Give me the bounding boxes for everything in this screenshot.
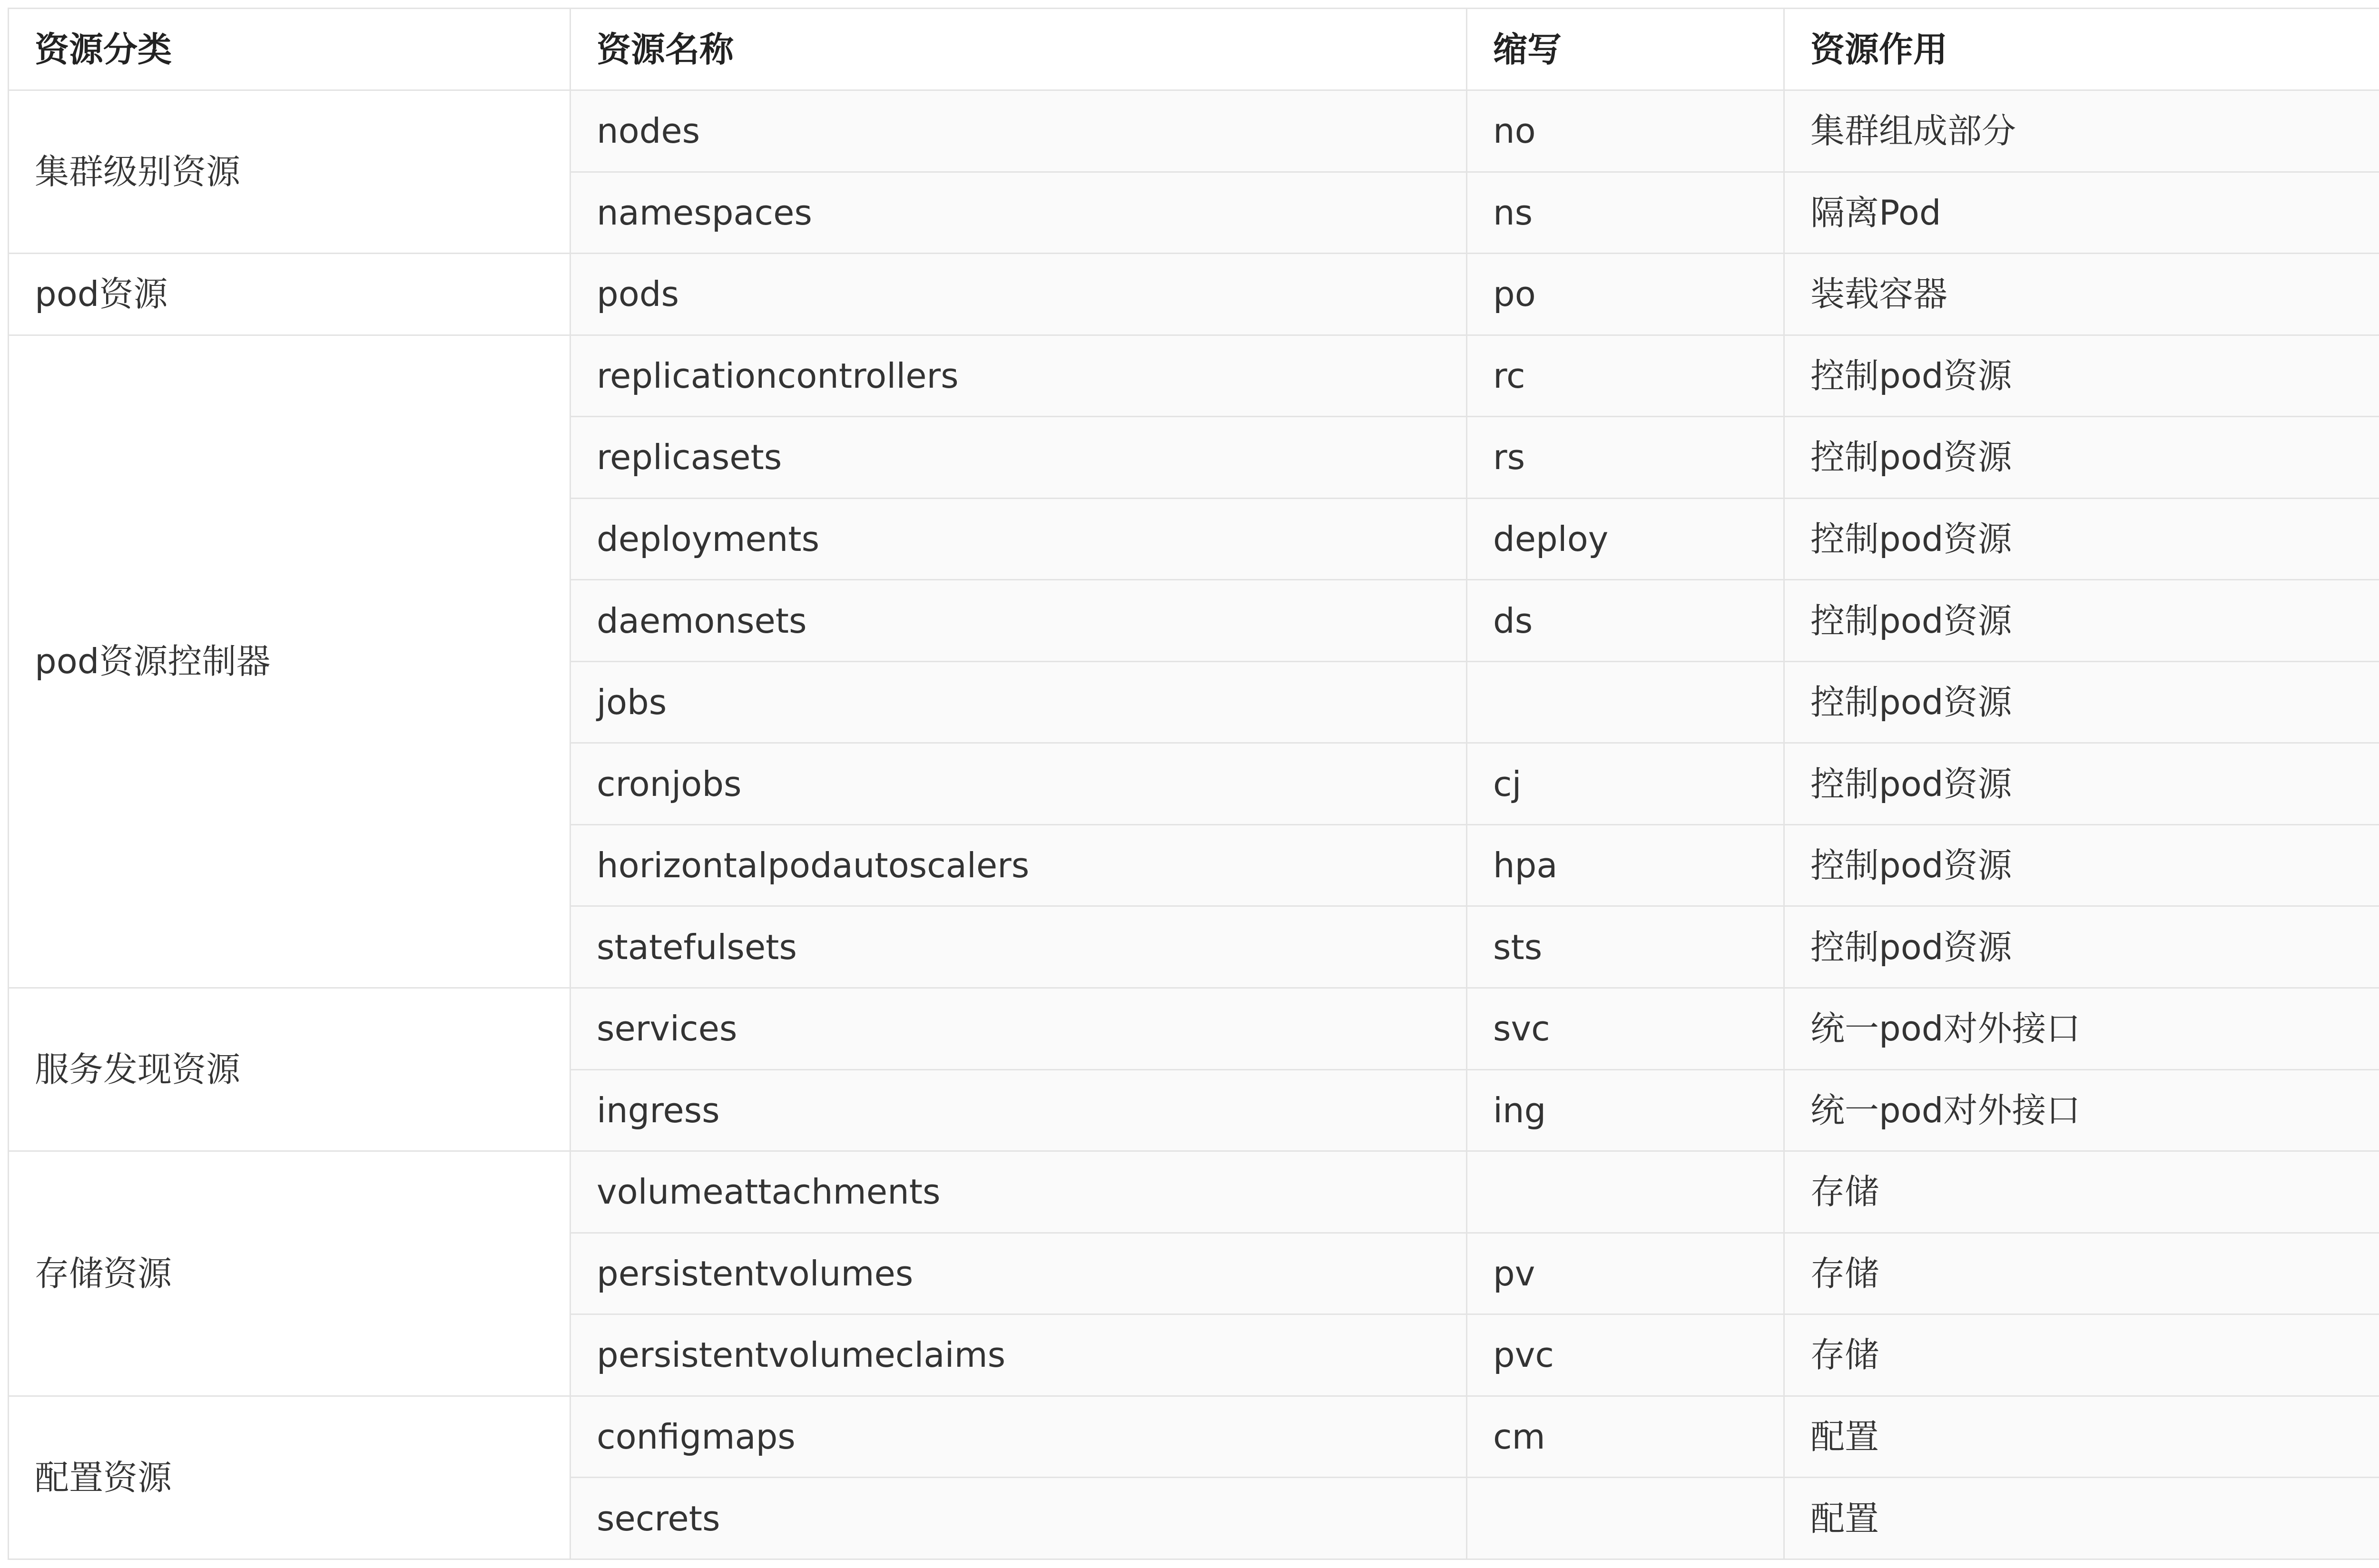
abbreviation-cell: cm xyxy=(1467,1396,1784,1478)
header-resource-name: 资源名称 xyxy=(570,9,1467,90)
table-row xyxy=(9,988,2379,1070)
purpose-cell: 装载容器 xyxy=(1784,254,2379,335)
purpose-cell: 控制pod资源 xyxy=(1784,743,2379,825)
table-header-row xyxy=(9,9,2379,90)
resource-name-cell: secrets xyxy=(570,1478,1467,1559)
category-cell: 存储资源 xyxy=(9,1151,570,1396)
purpose-cell: 存储 xyxy=(1784,1233,2379,1314)
resource-name-cell: ingress xyxy=(570,1069,1467,1151)
table-row xyxy=(9,90,2379,172)
abbreviation-cell: ing xyxy=(1467,1069,1784,1151)
abbreviation-cell: cj xyxy=(1467,743,1784,825)
resource-name-cell: daemonsets xyxy=(570,580,1467,662)
resource-name-cell: persistentvolumes xyxy=(570,1233,1467,1314)
purpose-cell: 控制pod资源 xyxy=(1784,417,2379,499)
purpose-cell: 存储 xyxy=(1784,1151,2379,1233)
purpose-cell: 统一pod对外接口 xyxy=(1784,1069,2379,1151)
abbreviation-cell: rc xyxy=(1467,335,1784,417)
resource-name-cell: statefulsets xyxy=(570,906,1467,988)
header-purpose: 资源作用 xyxy=(1784,9,2379,90)
resource-name-cell: volumeattachments xyxy=(570,1151,1467,1233)
abbreviation-cell: no xyxy=(1467,90,1784,172)
purpose-cell: 控制pod资源 xyxy=(1784,335,2379,417)
purpose-cell: 统一pod对外接口 xyxy=(1784,988,2379,1070)
purpose-cell: 配置 xyxy=(1784,1478,2379,1559)
purpose-cell: 控制pod资源 xyxy=(1784,498,2379,580)
table-row xyxy=(9,254,2379,335)
resource-name-cell: replicationcontrollers xyxy=(570,335,1467,417)
resource-name-cell: namespaces xyxy=(570,172,1467,254)
header-abbreviation: 缩写 xyxy=(1467,9,1784,90)
resource-name-cell: horizontalpodautoscalers xyxy=(570,824,1467,906)
purpose-cell: 控制pod资源 xyxy=(1784,580,2379,662)
resource-name-cell: deployments xyxy=(570,498,1467,580)
abbreviation-cell: pvc xyxy=(1467,1314,1784,1396)
abbreviation-cell xyxy=(1467,1151,1784,1233)
table-row xyxy=(9,335,2379,417)
purpose-cell: 隔离Pod xyxy=(1784,172,2379,254)
abbreviation-cell: ds xyxy=(1467,580,1784,662)
abbreviation-cell: rs xyxy=(1467,417,1784,499)
category-cell: 配置资源 xyxy=(9,1396,570,1559)
header-category: 资源分类 xyxy=(9,9,570,90)
table-row xyxy=(9,1396,2379,1478)
category-cell: 服务发现资源 xyxy=(9,988,570,1151)
abbreviation-cell: svc xyxy=(1467,988,1784,1070)
resource-name-cell: configmaps xyxy=(570,1396,1467,1478)
abbreviation-cell: po xyxy=(1467,254,1784,335)
abbreviation-cell xyxy=(1467,661,1784,743)
purpose-cell: 存储 xyxy=(1784,1314,2379,1396)
purpose-cell: 控制pod资源 xyxy=(1784,824,2379,906)
table-row xyxy=(9,1151,2379,1233)
category-cell: pod资源 xyxy=(9,254,570,335)
abbreviation-cell: hpa xyxy=(1467,824,1784,906)
category-cell: pod资源控制器 xyxy=(9,335,570,988)
abbreviation-cell: sts xyxy=(1467,906,1784,988)
purpose-cell: 集群组成部分 xyxy=(1784,90,2379,172)
resource-name-cell: services xyxy=(570,988,1467,1070)
resource-name-cell: pods xyxy=(570,254,1467,335)
resource-table-container xyxy=(8,8,2379,1560)
resource-name-cell: replicasets xyxy=(570,417,1467,499)
resource-name-cell: cronjobs xyxy=(570,743,1467,825)
resource-table xyxy=(8,8,2379,1560)
purpose-cell: 控制pod资源 xyxy=(1784,661,2379,743)
resource-name-cell: jobs xyxy=(570,661,1467,743)
purpose-cell: 配置 xyxy=(1784,1396,2379,1478)
resource-name-cell: persistentvolumeclaims xyxy=(570,1314,1467,1396)
abbreviation-cell xyxy=(1467,1478,1784,1559)
category-cell: 集群级别资源 xyxy=(9,90,570,254)
purpose-cell: 控制pod资源 xyxy=(1784,906,2379,988)
abbreviation-cell: ns xyxy=(1467,172,1784,254)
resource-name-cell: nodes xyxy=(570,90,1467,172)
abbreviation-cell: deploy xyxy=(1467,498,1784,580)
abbreviation-cell: pv xyxy=(1467,1233,1784,1314)
